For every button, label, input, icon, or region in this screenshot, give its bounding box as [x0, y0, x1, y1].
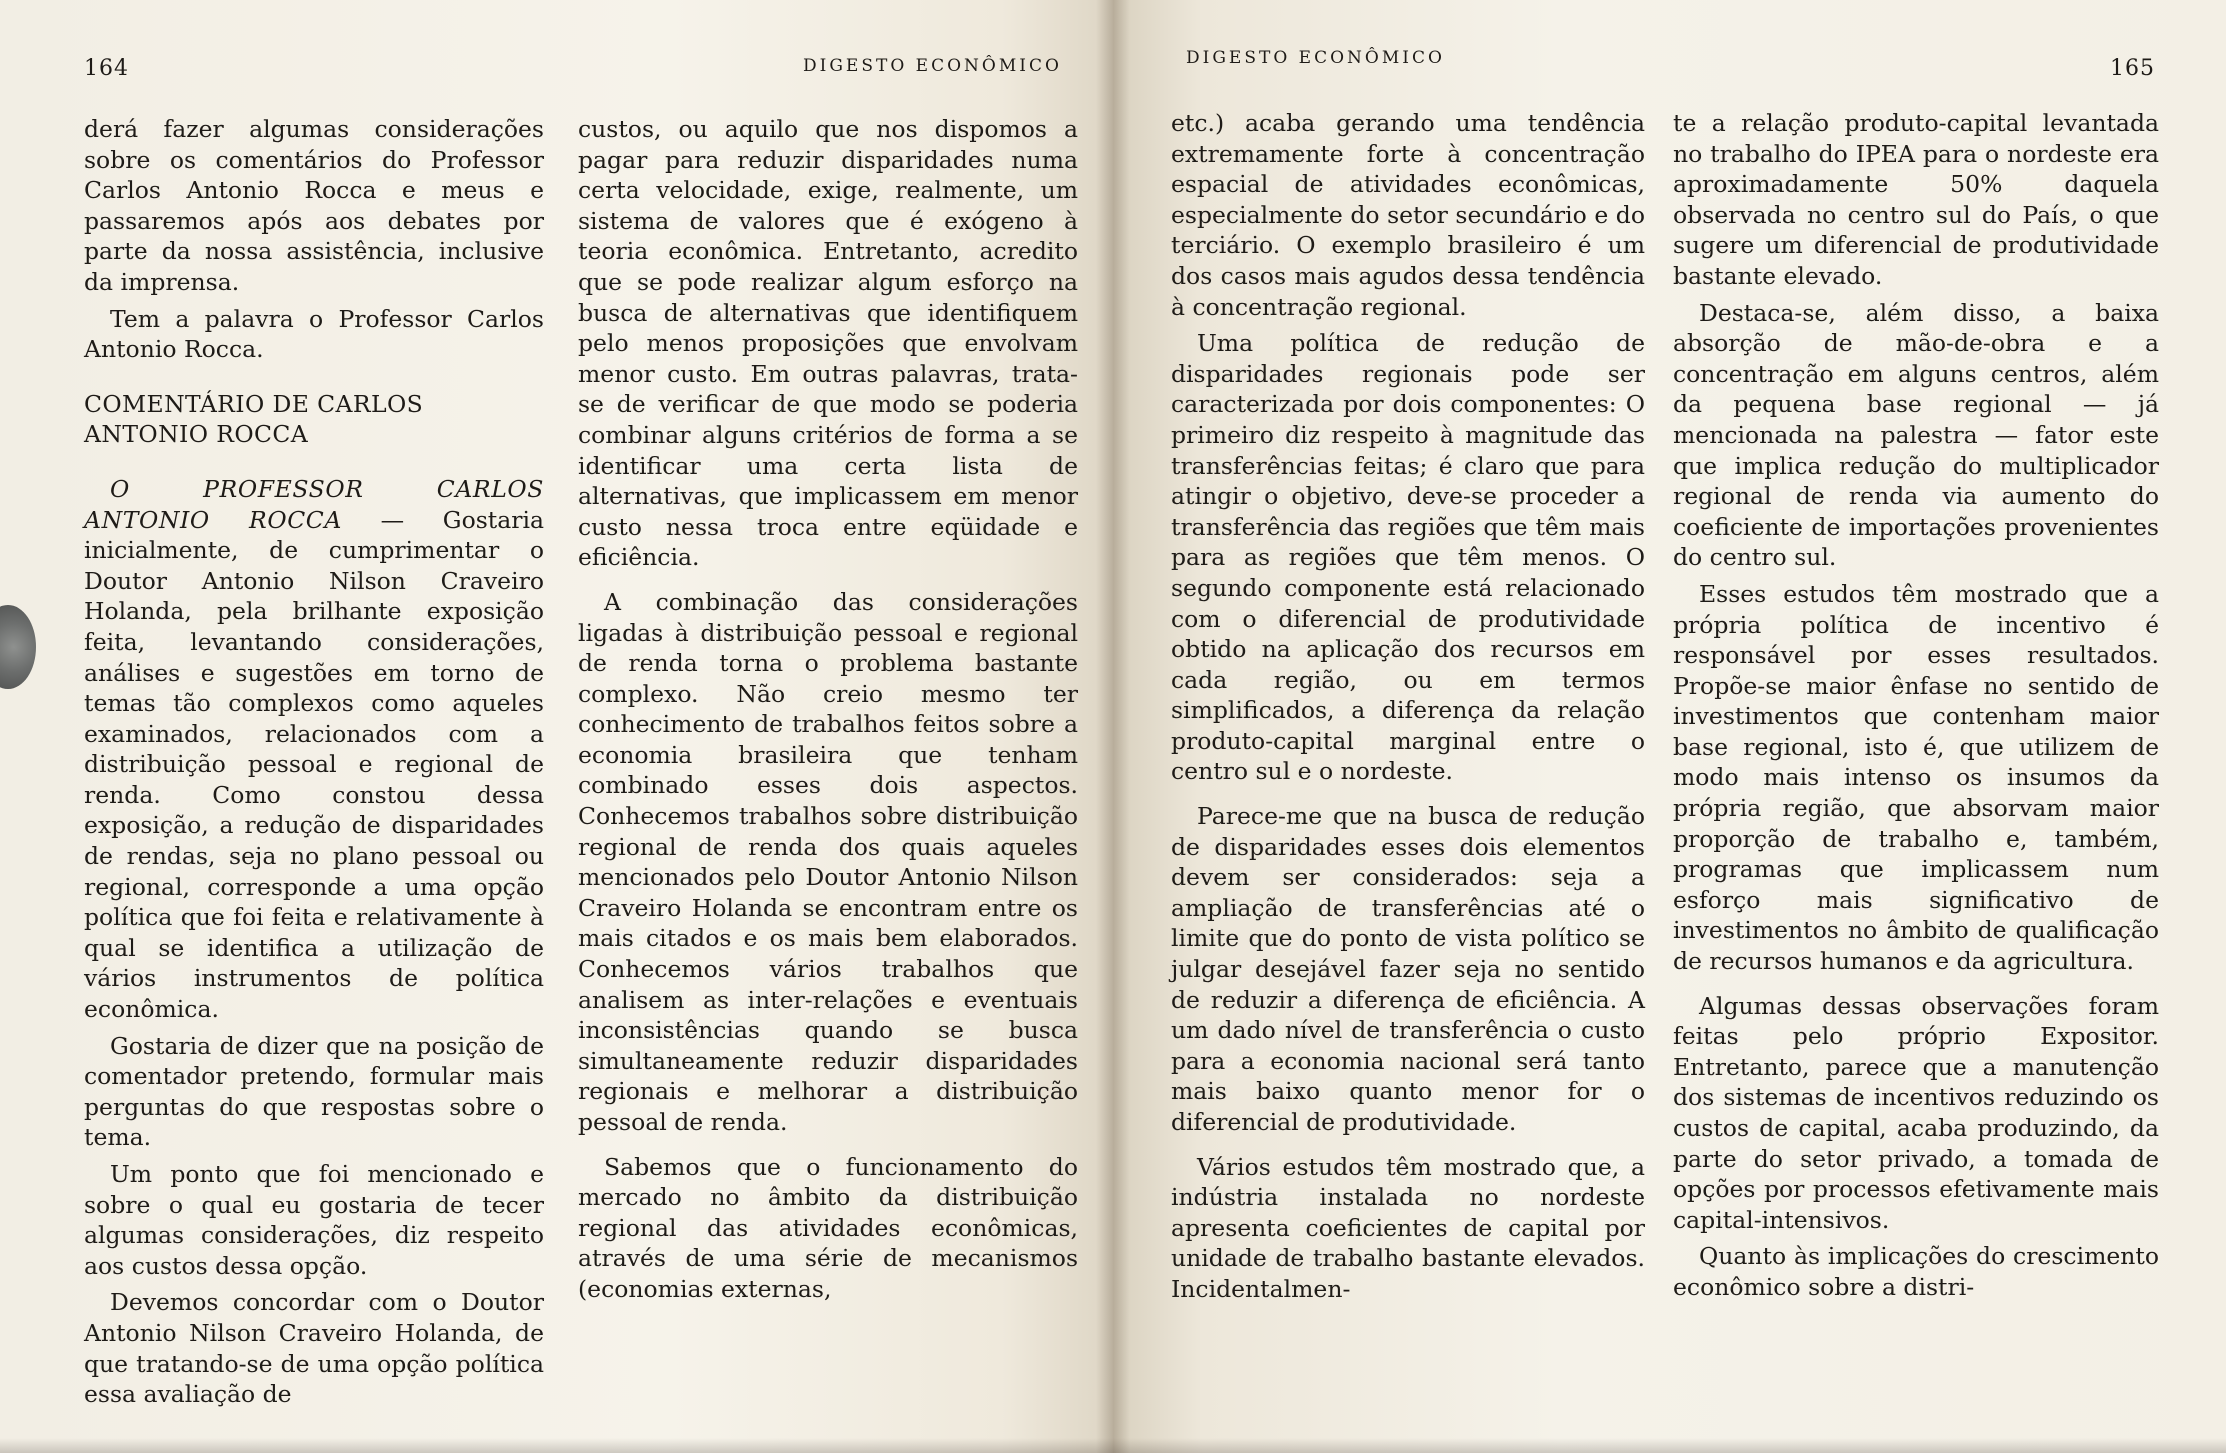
heading-line: ANTONIO ROCCA	[84, 420, 309, 449]
bottom-shadow	[0, 1438, 2226, 1453]
paragraph: Sabemos que o funcionamento do mercado no âmbito da distribuição regional das atividades econômicas, através de uma série de mecanismos (economias externas,	[578, 1152, 1078, 1303]
paragraph: Esses estudos têm mostrado que a própria política de incentivo é responsável por esses resultados. Propõe-se maior ênfase no sentido de investimentos que contenham maior base regional, isto é, que utilizem de modo mais intenso os insumos da própria região, que absorvam maior proporção de trabalho e, também, programas que implicassem num esforço mais significativo de investimentos no âmbito de qualificação de recursos humanos e da agricultura.	[1673, 579, 2159, 976]
right-column-1	[1171, 108, 1645, 1311]
paragraph: Um ponto que foi mencionado e sobre o qual eu gostaria de tecer algumas considerações, diz respeito aos custos dessa opção.	[84, 1160, 544, 1280]
paragraph: Tem a palavra o Professor Carlos Antonio Rocca.	[84, 304, 544, 364]
paragraph: Parece-me que na busca de redução de disparidades esses dois elementos devem ser considerados: seja a ampliação de transferências até o limite que do ponto de vista político se julgar desejável fazer seja no sentido de reduzir a diferença de eficiência. A um dado nível de transferência o custo para a economia nacional será tanto mais baixo quanto menor for o diferencial de produtividade.	[1171, 802, 1645, 1136]
left-column-1	[84, 114, 544, 1416]
left-running-head: DIGESTO ECONÔMICO	[803, 56, 1062, 76]
paragraph: custos, ou aquilo que nos dispomos a pagar para reduzir disparidades numa certa velocidade, exige, realmente, um sistema de valores que é exógeno à teoria econômica. Entretanto, acredito que se pode realizar algum esforço na busca de alternativas que identifiquem pelo menos proposições que envolvam menor custo. Em outras palavras, trata-se de verificar de que modo se poderia combinar alguns critérios de forma a se identificar uma certa lista de alternativas, que implicassem em menor custo nessa troca entre eqüidade e eficiência.	[578, 115, 1078, 572]
paragraph: Uma política de redução de disparidades regionais pode ser caracterizada por dois componentes: O primeiro diz respeito à magnitude das transferências feitas; é claro que para atingir o objetivo, deve-se proceder a transferência das regiões que têm mais para as regiões que têm menos. O segundo componente está relacionado com o diferencial de produtividade obtido na aplicação dos recursos em cada região, ou em termos simplificados, a diferença da relação produto-capital marginal entre o centro sul e o nordeste.	[1171, 329, 1645, 786]
paragraph: — Gostaria inicialmente, de cumprimentar o Doutor Antonio Nilson Craveiro Holanda, pela brilhante exposição feita, levantando considerações, análises e sugestões em torno de temas tão complexos como aqueles examinados, relacionados com a distribuição pessoal e regional de renda. Como constou dessa exposição, a redução de disparidades de rendas, seja no plano pessoal ou regional, corresponde a uma opção política que foi feita e relativamente à qual se identifica a utilização de vários instrumentos de política econômica.	[84, 505, 544, 1024]
section-heading	[84, 389, 544, 450]
binder-clip	[0, 605, 36, 689]
right-page-number: 165	[2110, 56, 2155, 81]
paragraph: etc.) acaba gerando uma tendência extremamente forte à concentração espacial de atividades econômicas, especialmente do setor secundário e do terciário. O exemplo brasileiro é um dos casos mais agudos dessa tendência à concentração regional.	[1171, 109, 1645, 321]
paragraph: Destaca-se, além disso, a baixa absorção de mão-de-obra e a concentração em alguns centros, além da pequena base regional — já mencionada na palestra — fator este que implica redução do multiplicador regional de renda via aumento do coeficiente de importações provenientes do centro sul.	[1673, 298, 2159, 572]
right-running-head: DIGESTO ECONÔMICO	[1186, 48, 1445, 68]
paragraph: Gostaria de dizer que na posição de comentador pretendo, formular mais perguntas do que respostas sobre o tema.	[84, 1031, 544, 1152]
paragraph: derá fazer algumas considerações sobre os comentários do Professor Carlos Antonio Rocca e meus e passaremos após aos debates por parte da nossa assistência, inclusive da imprensa.	[84, 115, 544, 296]
book-gutter	[1096, 0, 1130, 1453]
right-column-2	[1673, 108, 2159, 1309]
speaker-name: O PROFESSOR CARLOS ANTONIO ROCCA	[84, 474, 544, 534]
right-page	[1113, 0, 2226, 1453]
paragraph: Vários estudos têm mostrado que, a indústria instalada no nordeste apresenta coeficientes de capital por unidade de trabalho bastante elevados. Incidentalmen-	[1171, 1152, 1645, 1303]
paragraph: Algumas dessas observações foram feitas pelo próprio Expositor. Entretanto, parece que a manutenção dos sistemas de incentivos reduzindo os custos de capital, acaba produzindo, da parte do setor privado, a tomada de opções por processos efetivamente mais capital-intensivos.	[1673, 991, 2159, 1234]
paragraph: te a relação produto-capital levantada no trabalho do IPEA para o nordeste era aproximadamente 50% daquela observada no centro sul do País, o que sugere um diferencial de produtividade bastante elevado.	[1673, 109, 2159, 290]
paragraph: A combinação das considerações ligadas à distribuição pessoal e regional de renda torna o problema bastante complexo. Não creio mesmo ter conhecimento de trabalhos feitos sobre a economia brasileira que tenham combinado esses dois aspectos. Conhecemos trabalhos sobre distribuição regional de renda dos quais aqueles mencionados pelo Doutor Antonio Nilson Craveiro Holanda se encontram entre os mais citados e os mais bem elaborados. Conhecemos vários trabalhos que analisem as inter-relações e eventuais inconsistências quando se busca simultaneamente reduzir disparidades regionais e melhorar a distribuição pessoal de renda.	[578, 587, 1078, 1136]
left-page-number: 164	[84, 56, 129, 81]
heading-line: COMENTÁRIO DE CARLOS	[84, 389, 424, 418]
left-column-2	[578, 114, 1078, 1311]
paragraph: Devemos concordar com o Doutor Antonio Nilson Craveiro Holanda, de que tratando-se de uma opção política essa avaliação de	[84, 1288, 544, 1409]
paragraph: Quanto às implicações do crescimento econômico sobre a distri-	[1673, 1242, 2159, 1301]
